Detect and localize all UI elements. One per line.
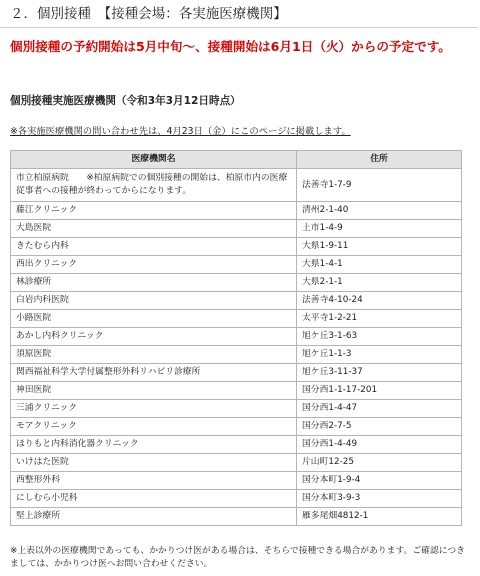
table-row bbox=[11, 292, 462, 310]
facility-name: あかし内科クリニック bbox=[11, 328, 297, 346]
table-row bbox=[11, 220, 462, 238]
facility-name: 三浦クリニック bbox=[11, 400, 297, 418]
table-row bbox=[11, 238, 462, 256]
facility-name: 藤江クリニック bbox=[11, 202, 297, 220]
facility-name: 堅上診療所 bbox=[11, 508, 297, 526]
table-row bbox=[11, 328, 462, 346]
table-row bbox=[11, 490, 462, 508]
facility-name: 市立柏原病院 ※柏原病院での個別接種の開始は、柏原市内の医療従事者への接種が終わってからになります。 bbox=[11, 169, 297, 202]
facility-list-heading: 個別接種実施医療機関（令和3年3月12日時点） bbox=[10, 95, 241, 107]
table-row bbox=[11, 169, 462, 202]
table-row bbox=[11, 508, 462, 526]
facility-address: 旭ケ丘3-11-37 bbox=[297, 364, 462, 382]
table-header-row bbox=[11, 151, 462, 169]
facility-name: 林診療所 bbox=[11, 274, 297, 292]
facility-address: 上市1-4-9 bbox=[297, 220, 462, 238]
section-heading: ２．個別接種 【接種会場：各実施医療機関】 bbox=[0, 0, 478, 28]
facility-name: ほりもと内科消化器クリニック bbox=[11, 436, 297, 454]
facility-address: 雁多尾畑4812-1 bbox=[297, 508, 462, 526]
facility-address: 大県2-1-1 bbox=[297, 274, 462, 292]
footnote: ※上表以外の医療機関であっても、かかりつけ医がある場合は、そちらで接種できる場合があります。ご確認につきましては、かかりつけ医へお問い合わせください。 bbox=[10, 546, 465, 569]
facility-name: いけはた医院 bbox=[11, 454, 297, 472]
table-row bbox=[11, 382, 462, 400]
facility-address: 大県1-9-11 bbox=[297, 238, 462, 256]
table-row bbox=[11, 436, 462, 454]
facility-address: 国分西1-4-47 bbox=[297, 400, 462, 418]
facility-address: 旭ケ丘3-1-63 bbox=[297, 328, 462, 346]
table-row bbox=[11, 202, 462, 220]
reservation-notice: 個別接種の予約開始は5月中旬〜、接種開始は6月1日（火）からの予定です。 bbox=[10, 39, 451, 54]
facility-address: 国分本町3-9-3 bbox=[297, 490, 462, 508]
facility-name: きたむら内科 bbox=[11, 238, 297, 256]
header-address: 住所 bbox=[297, 151, 462, 169]
facility-name: 関西福祉科学大学付属整形外科リハビリ診療所 bbox=[11, 364, 297, 382]
header-facility-name: 医療機関名 bbox=[11, 151, 297, 169]
facility-name: モアクリニック bbox=[11, 418, 297, 436]
facility-address: 清州2-1-40 bbox=[297, 202, 462, 220]
facility-name: 須原医院 bbox=[11, 346, 297, 364]
table-row bbox=[11, 274, 462, 292]
facility-address: 国分西1-4-49 bbox=[297, 436, 462, 454]
facility-address: 片山町12-25 bbox=[297, 454, 462, 472]
facility-name: 白岩内科医院 bbox=[11, 292, 297, 310]
facility-address: 国分本町1-9-4 bbox=[297, 472, 462, 490]
facility-address: 法善寺1-7-9 bbox=[297, 169, 462, 202]
facility-name: にしむら小児科 bbox=[11, 490, 297, 508]
facility-name: 西整形外科 bbox=[11, 472, 297, 490]
table-row bbox=[11, 346, 462, 364]
facility-rows bbox=[11, 169, 462, 526]
facility-address: 太平寺1-2-21 bbox=[297, 310, 462, 328]
facility-address: 国分西1-1-17-201 bbox=[297, 382, 462, 400]
table-row bbox=[11, 310, 462, 328]
facility-table bbox=[10, 150, 462, 526]
inquiry-note: ※各実施医療機関の問い合わせ先は、4月23日（金）にこのページに掲載します。 bbox=[10, 126, 351, 137]
table-row bbox=[11, 454, 462, 472]
facility-name: 小路医院 bbox=[11, 310, 297, 328]
facility-name: 大島医院 bbox=[11, 220, 297, 238]
table-row bbox=[11, 256, 462, 274]
facility-name: 西出クリニック bbox=[11, 256, 297, 274]
facility-address: 国分西2-7-5 bbox=[297, 418, 462, 436]
facility-address: 旭ケ丘1-1-3 bbox=[297, 346, 462, 364]
table-row bbox=[11, 472, 462, 490]
facility-address: 法善寺4-10-24 bbox=[297, 292, 462, 310]
facility-name: 神田医院 bbox=[11, 382, 297, 400]
facility-address: 大県1-4-1 bbox=[297, 256, 462, 274]
table-row bbox=[11, 364, 462, 382]
table-row bbox=[11, 418, 462, 436]
table-row bbox=[11, 400, 462, 418]
